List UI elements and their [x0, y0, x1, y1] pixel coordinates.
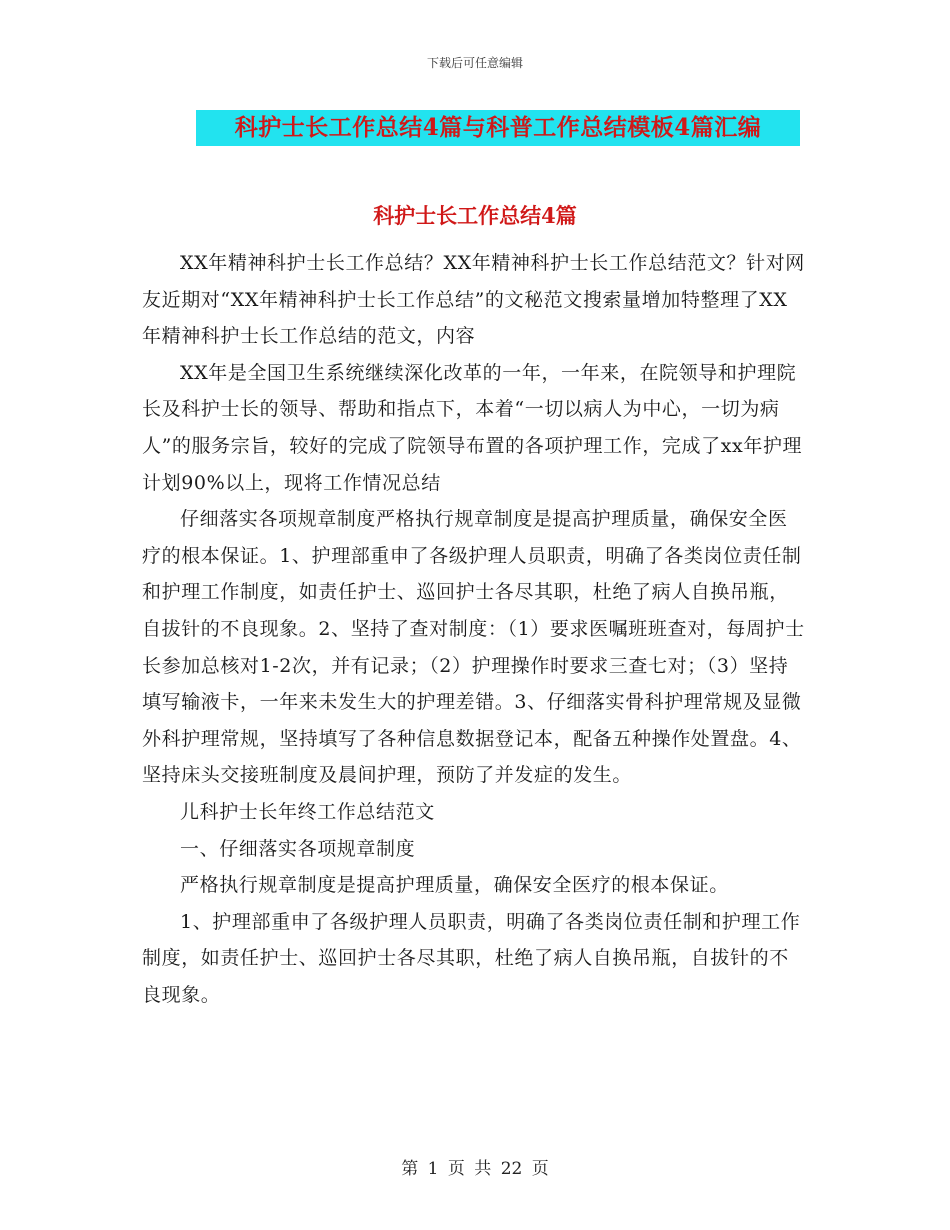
paragraph: 1、护理部重申了各级护理人员职责，明确了各类岗位责任制和护理工作制度，如责任护士、巡回护士各尽其职，杜绝了病人自换吊瓶，自拔针的不良现象。 [142, 910, 801, 1006]
paragraph: XX年精神科护士长工作总结？XX年精神科护士长工作总结范文？针对网友近期对“XX年精神科护士长工作总结”的文秘范文搜索量增加特整理了XX年精神科护士长工作总结的范文，内容 [142, 252, 805, 348]
page-footer: 第 1 页 共 22 页 [401, 1159, 549, 1179]
document-title: 科护士长工作总结4篇与科普工作总结模板4篇汇编 [196, 110, 800, 146]
paragraph: 仔细落实各项规章制度严格执行规章制度是提高护理质量，确保安全医疗的根本保证。1、护理部重申了各级护理人员职责，明确了各类岗位责任制和护理工作制度，如责任护士、巡回护士各尽其职，杜绝了病人自换吊瓶，自拔针的不良现象。2、坚持了查对制度：（1）要求医嘱班班查对，每周护士长参加总核对1-2次，并有记录；（2）护理操作时要求三查七对；（3）坚持填写输液卡，一年来未发生大的护理差错。3、仔细落实骨科护理常规及显微外科护理常规，坚持填写了各种信息数据登记本，配备五种操作处置盘。4、坚持床头交接班制度及晨间护理，预防了并发症的发生。 [142, 508, 805, 787]
paragraph: 一、仔细落实各项规章制度 [180, 837, 416, 860]
page-header-note: 下载后可任意编辑 [426, 56, 523, 70]
paragraph: 儿科护士长年终工作总结范文 [180, 800, 435, 823]
paragraph: 严格执行规章制度是提高护理质量，确保安全医疗的根本保证。 [180, 874, 729, 897]
paragraph: XX年是全国卫生系统继续深化改革的一年，一年来，在院领导和护理院长及科护士长的领导、帮助和指点下，本着“一切以病人为中心，一切为病人”的服务宗旨，较好的完成了院领导布置的各项护理工作，完成了xx年护理计划90%以上，现将工作情况总结 [142, 361, 803, 494]
section-title: 科护士长工作总结4篇 [373, 203, 577, 228]
document-body [142, 245, 806, 1013]
